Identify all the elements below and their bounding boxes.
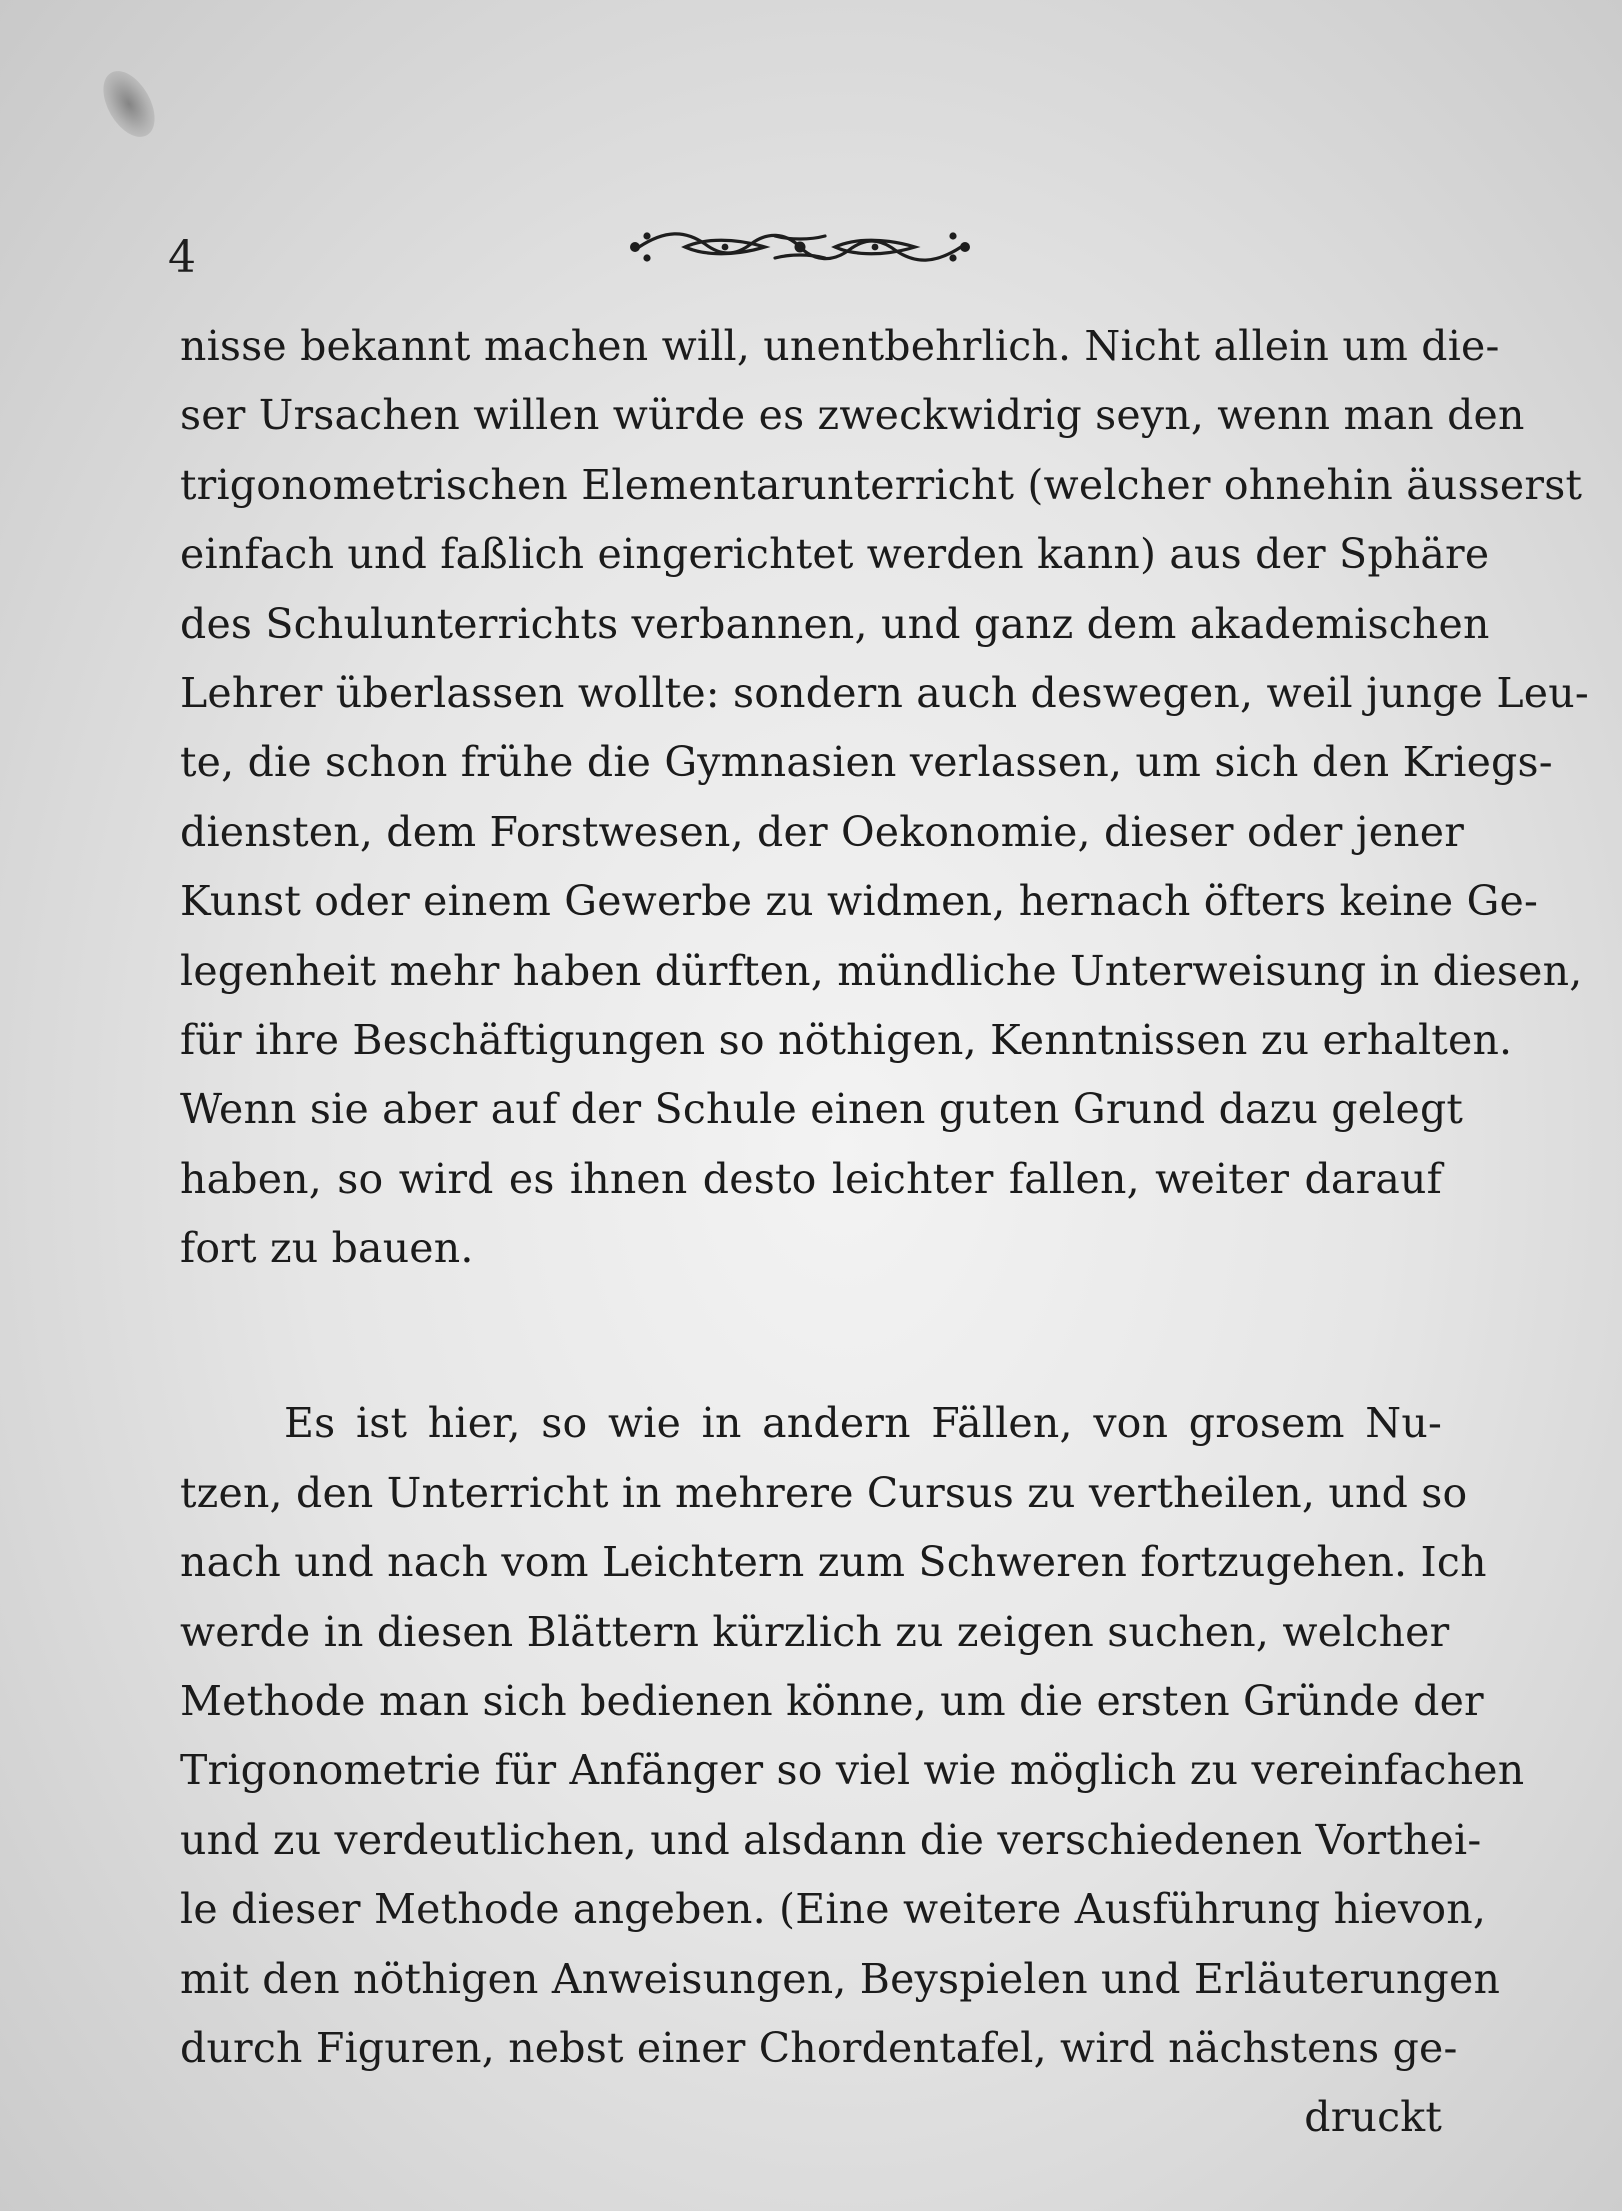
text-line: fort zu bauen. <box>180 1224 474 1273</box>
text-line: des Schulunterrichts verbannen, und ganz dem akademischen <box>180 599 1490 648</box>
decorative-vine-ornament-icon <box>625 218 975 276</box>
paragraph-spacer <box>180 1283 1442 1389</box>
text-line: diensten, dem Forstwesen, der Oekonomie, dieser oder jener <box>180 807 1465 856</box>
text-line: haben, so wird es ihnen desto leichter fallen, weiter darauf <box>180 1154 1442 1203</box>
body-text <box>180 312 1589 2153</box>
text-line: mit den nöthigen Anweisungen, Beyspielen und Erläuterungen <box>180 1954 1501 2003</box>
text-line: Kunst oder einem Gewerbe zu widmen, hernach öfters keine Ge- <box>180 877 1539 926</box>
text-line: und zu verdeutlichen, und alsdann die verschiedenen Vorthei- <box>180 1815 1482 1864</box>
text-line: nach und nach vom Leichtern zum Schweren fortzugehen. Ich <box>180 1538 1487 1587</box>
text-line: tzen, den Unterricht in mehrere Cursus zu vertheilen, und so <box>180 1468 1468 1517</box>
text-line: Trigonometrie für Anfänger so viel wie möglich zu vereinfachen <box>180 1746 1525 1795</box>
text-line: le dieser Methode angeben. (Eine weitere Ausführung hievon, <box>180 1885 1487 1934</box>
catchword: druckt <box>1304 2093 1442 2142</box>
paragraph-2 <box>180 1389 1525 2152</box>
text-line: Es ist hier, so wie in andern Fällen, von grosem Nu- <box>284 1399 1442 1448</box>
paragraph-1 <box>180 312 1589 1283</box>
text-line: legenheit mehr haben dürften, mündliche Unterweisung in diesen, <box>180 946 1583 995</box>
text-line: für ihre Beschäftigungen so nöthigen, Kenntnissen zu erhalten. <box>180 1015 1513 1064</box>
text-line: trigonometrischen Elementarunterricht (welcher ohnehin äusserst <box>180 460 1583 509</box>
page-number: 4 <box>168 232 196 283</box>
text-line: durch Figuren, nebst einer Chordentafel, wird nächstens ge- <box>180 2023 1458 2072</box>
text-line: werde in diesen Blättern kürzlich zu zeigen suchen, welcher <box>180 1607 1450 1656</box>
text-line: Methode man sich bedienen könne, um die ersten Gründe der <box>180 1677 1484 1726</box>
text-line: einfach und faßlich eingerichtet werden kann) aus der Sphäre <box>180 530 1490 579</box>
text-line: Lehrer überlassen wollte: sondern auch deswegen, weil junge Leu- <box>180 668 1589 717</box>
text-line: ser Ursachen willen würde es zweckwidrig seyn, wenn man den <box>180 391 1525 440</box>
ink-stain <box>93 62 165 145</box>
text-line: Wenn sie aber auf der Schule einen guten Grund dazu gelegt <box>180 1085 1464 1134</box>
text-line: te, die schon frühe die Gymnasien verlassen, um sich den Kriegs- <box>180 738 1553 787</box>
text-line: nisse bekannt machen will, unentbehrlich. Nicht allein um die- <box>180 322 1500 370</box>
